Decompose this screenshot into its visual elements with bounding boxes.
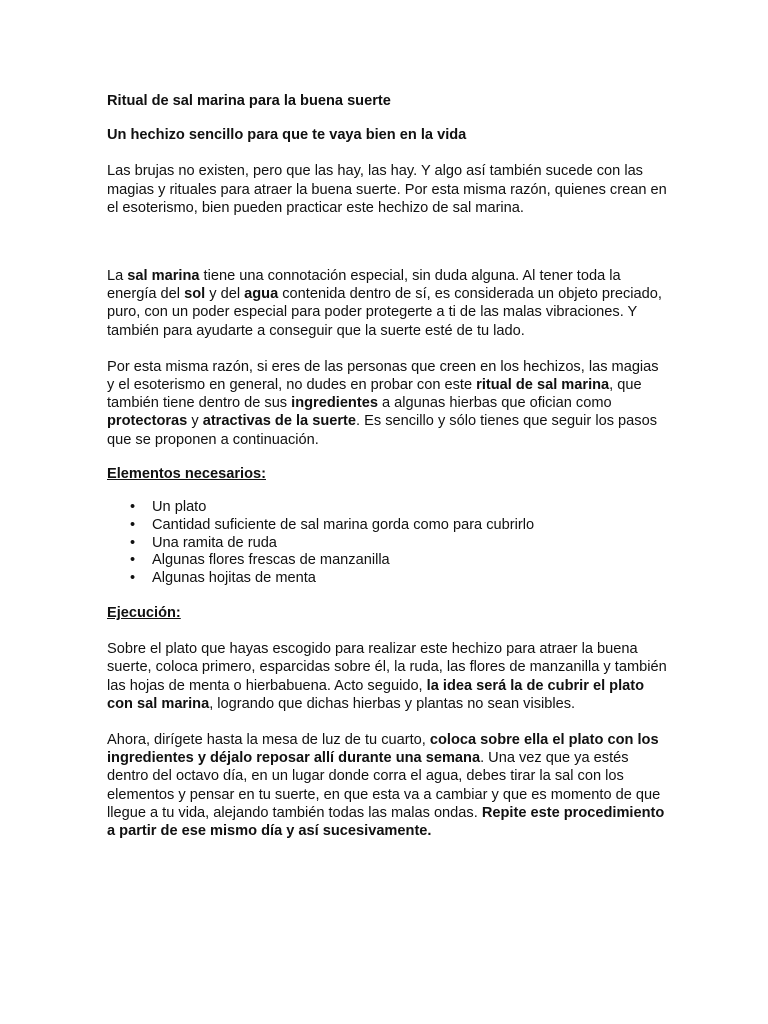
bullet-icon: • xyxy=(130,534,136,551)
text-run: , logrando que dichas hierbas y plantas no sean visibles. xyxy=(209,695,576,712)
bold-run: atractivas de la suerte xyxy=(202,413,357,430)
elementos-list xyxy=(107,499,667,588)
list-item-text: Cantidad suficiente de sal marina gorda como para cubrirlo xyxy=(152,516,535,533)
list-item-text: Un plato xyxy=(152,499,207,516)
elementos-heading: Elementos necesarios: xyxy=(107,465,266,482)
bold-run: ingredientes xyxy=(291,395,378,412)
list-item xyxy=(107,570,667,588)
text-run: . Es sencillo y sólo tienes que seguir los pasos que se proponen a continuación. xyxy=(107,413,657,448)
bold-run: agua xyxy=(244,286,279,303)
list-item xyxy=(107,499,667,517)
bullet-icon: • xyxy=(130,499,136,516)
intro-paragraph: Las brujas no existen, pero que las hay, las hay. Y algo así también sucede con las magias y rituales para atraer la buena suerte. Por esta misma razón, quienes crean en el esoterismo, bien pueden practicar este hechizo de sal marina. xyxy=(107,163,667,216)
bullet-icon: • xyxy=(130,552,136,569)
text-run: y xyxy=(187,413,203,430)
bold-run: la idea será la de cubrir el plato con sal marina xyxy=(107,677,645,712)
list-item-text: Algunas hojitas de menta xyxy=(152,570,316,587)
ritual-paragraph xyxy=(107,358,667,449)
document-page xyxy=(107,92,667,840)
document-subtitle: Un hechizo sencillo para que te vaya bien en la vida xyxy=(107,127,467,144)
text-run: contenida dentro de sí, es considerada un objeto preciado, puro, con un poder especial para poder protegerte a ti de las malas vibraciones. Y también para ayudarte a conseguir que la suerte esté de tu lado. xyxy=(107,286,662,339)
list-item-text: Una ramita de ruda xyxy=(152,534,277,551)
text-run: Sobre el plato que hayas escogido para realizar este hechizo para atraer la buena suerte, coloca primero, esparcidas sobre él, la ruda, las flores de manzanilla y también las hojas de menta o hierbabuena. Acto seguido, xyxy=(107,641,667,694)
list-item xyxy=(107,517,667,535)
text-run: . Una vez que ya estés dentro del octavo día, en un lugar donde corra el agua, debes tirar la sal con los elementos y pensar en tu suerte, en que esta va a cambiar y que es momento de que llegue a tu vida, alejando también todas las malas ondas. xyxy=(107,750,661,821)
text-run: , que también tiene dentro de sus xyxy=(107,377,642,412)
text-run: a algunas hierbas que ofician como xyxy=(377,395,612,412)
list-item xyxy=(107,535,667,553)
bold-run: sal marina xyxy=(127,268,200,285)
bullet-icon: • xyxy=(130,570,136,587)
list-item-text: Algunas flores frescas de manzanilla xyxy=(152,552,390,569)
list-item xyxy=(107,552,667,570)
text-run: tiene una connotación especial, sin duda alguna. Al tener toda la energía del xyxy=(107,268,621,303)
bullet-icon: • xyxy=(130,516,136,533)
bold-run: protectoras xyxy=(107,413,188,430)
sal-marina-paragraph xyxy=(107,267,667,340)
document-title: Ritual de sal marina para la buena suerte xyxy=(107,93,391,109)
ejecucion-heading: Ejecución: xyxy=(107,605,181,622)
text-run: Ahora, dirígete hasta la mesa de luz de tu cuarto, xyxy=(107,732,430,749)
bold-run: Repite este procedimiento a partir de ese mismo día y así sucesivamente. xyxy=(107,804,665,840)
ejecucion-paragraph-1 xyxy=(107,640,667,713)
ejecucion-paragraph-2 xyxy=(107,731,667,840)
bold-run: sol xyxy=(184,286,206,303)
text-run: La xyxy=(107,268,128,285)
bold-run: coloca sobre ella el plato con los ingredientes y déjalo reposar allí durante una semana xyxy=(107,732,659,767)
text-run: Por esta misma razón, si eres de las personas que creen en los hechizos, las magias y el esoterismo en general, no dudes en probar con este xyxy=(107,358,659,394)
bold-run: ritual de sal marina xyxy=(476,377,610,394)
text-run: y del xyxy=(205,286,245,303)
